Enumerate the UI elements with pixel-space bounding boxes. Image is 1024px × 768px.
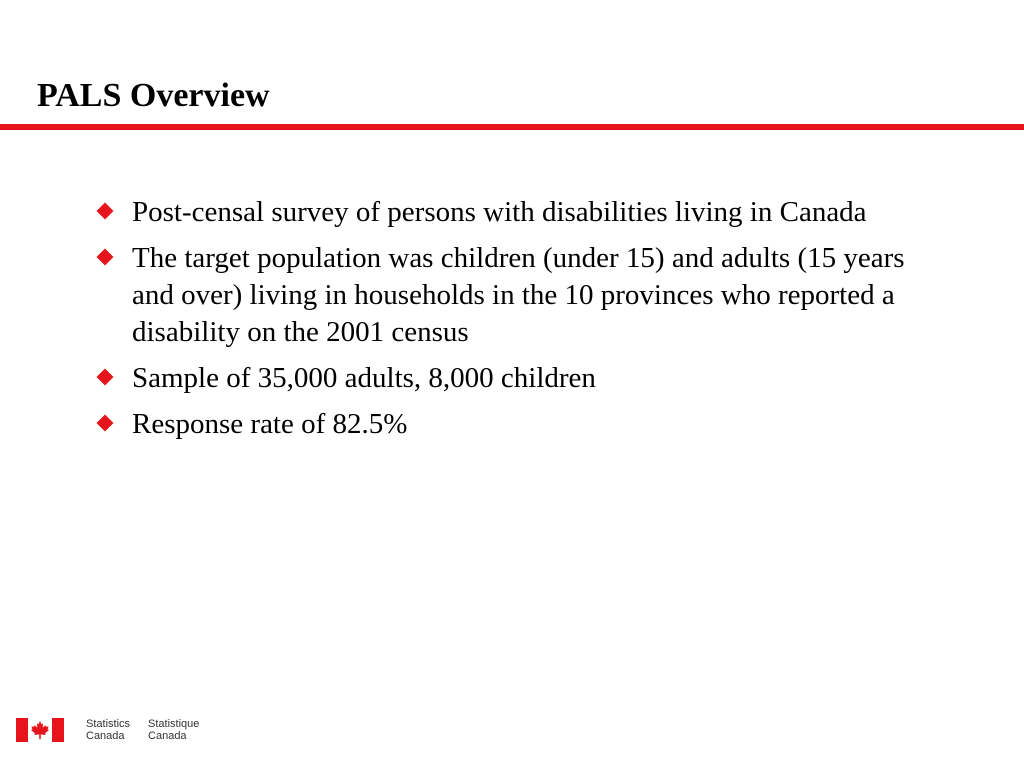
wordmark-french xyxy=(148,718,199,742)
wordmark-fr-line1: Statistique xyxy=(148,718,200,730)
slide-title: PALS Overview xyxy=(37,77,270,114)
red-diamond-bullet-icon xyxy=(97,249,114,266)
canada-flag-icon xyxy=(16,718,64,742)
statistics-canada-logo xyxy=(16,717,217,743)
wordmark-en-line2: Canada xyxy=(86,730,125,742)
bullet-text: Post-censal survey of persons with disabilities living in Canada xyxy=(132,196,867,228)
wordmark-en-line1: Statistics xyxy=(86,718,131,730)
flag-center xyxy=(28,718,52,742)
bullet-text: Response rate of 82.5% xyxy=(132,408,408,440)
title-underline-rule xyxy=(0,124,1024,130)
bullet-item xyxy=(96,406,926,443)
bullet-text: Sample of 35,000 adults, 8,000 children xyxy=(132,362,596,394)
red-diamond-bullet-icon xyxy=(97,203,114,220)
red-diamond-bullet-icon xyxy=(97,415,114,432)
flag-left-bar xyxy=(16,718,28,742)
wordmark-fr-line2: Canada xyxy=(148,730,187,742)
logo-wordmark xyxy=(86,718,217,742)
bullet-text: The target population was children (under 15) and adults (15 years and over) living in households in the 10 provinces who reported a disability on the 2001 census xyxy=(132,242,905,348)
maple-leaf-icon xyxy=(30,720,50,740)
bullet-item xyxy=(96,194,926,231)
bullet-item xyxy=(96,360,926,397)
red-diamond-bullet-icon xyxy=(97,369,114,386)
bullet-list xyxy=(96,194,926,452)
wordmark-english xyxy=(86,718,130,742)
flag-right-bar xyxy=(52,718,64,742)
bullet-item xyxy=(96,240,926,351)
